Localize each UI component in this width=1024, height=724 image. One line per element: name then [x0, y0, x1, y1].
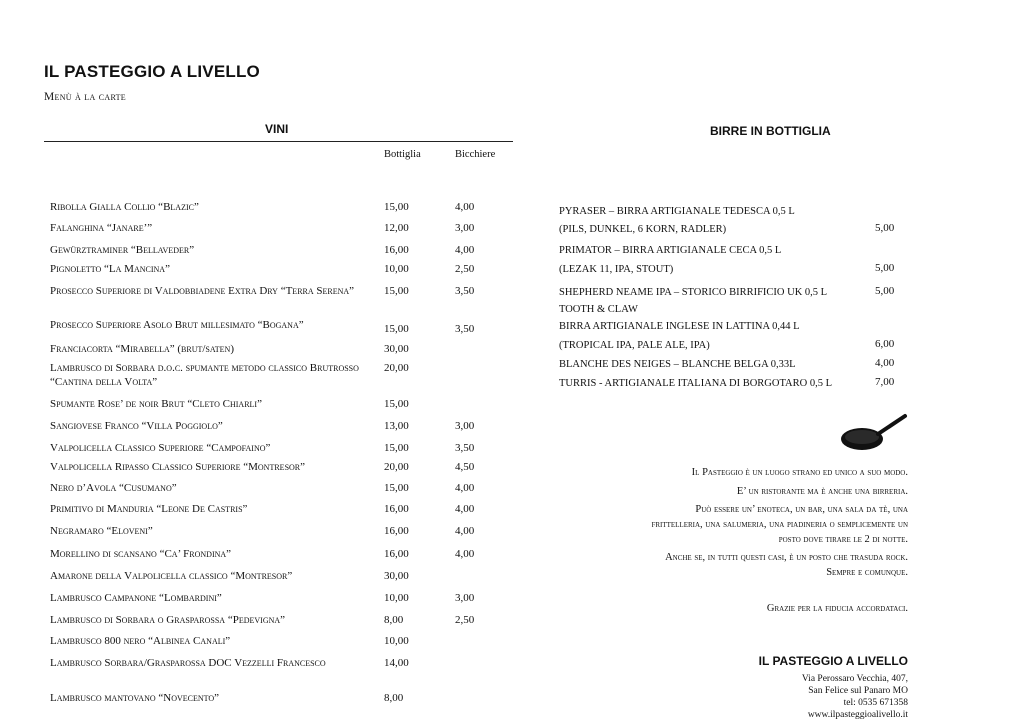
wine-bottle-price: 15,00	[384, 398, 409, 410]
footer-phone: tel: 0535 671358	[843, 698, 908, 708]
wine-glass-price: 4,00	[455, 482, 475, 494]
wine-name: Gewürztraminer “Bellaveder”	[50, 244, 195, 256]
footer-address-line1: Via Perossaro Vecchia, 407,	[801, 674, 908, 684]
wine-bottle-price: 15,00	[384, 201, 409, 213]
wine-bottle-price: 20,00	[384, 461, 409, 473]
beer-price: 5,00	[875, 262, 895, 274]
footer-website[interactable]: www.ilpasteggioalivello.it	[807, 710, 908, 720]
glass-column-header: Bicchiere	[455, 149, 496, 160]
beer-price: 6,00	[875, 338, 895, 350]
about-line: Il Pasteggio è un luogo strano ed unico a suo modo.	[691, 467, 908, 478]
beer-price: 7,00	[875, 376, 895, 388]
wine-bottle-price: 15,00	[384, 323, 409, 335]
wine-name: Valpolicella Classico Superiore “Campofaino”	[50, 442, 271, 454]
wine-name: Lambrusco di Sorbara d.o.c. spumante metodo classico Brutrosso “Cantina della Volta”	[50, 362, 359, 388]
beer-line: SHEPHERD NEAME IPA – STORICO BIRRIFICIO UK 0,5 L	[559, 287, 828, 298]
wine-bottle-price: 8,00	[384, 692, 404, 704]
wine-name: Lambrusco 800 nero “Albinea Canali”	[50, 635, 231, 647]
wine-name: Lambrusco Sorbara/Grasparossa DOC Vezzelli Francesco	[50, 657, 326, 669]
wine-bottle-price: 10,00	[384, 635, 409, 647]
wine-glass-price: 3,50	[455, 442, 475, 454]
wine-bottle-price: 10,00	[384, 263, 409, 275]
footer-name: IL PASTEGGIO A LIVELLO	[758, 654, 908, 668]
beer-line: PRIMATOR – BIRRA ARTIGIANALE CECA 0,5 L	[559, 245, 782, 256]
wine-bottle-price: 14,00	[384, 657, 409, 669]
wine-bottle-price: 16,00	[384, 548, 409, 560]
page-title: IL PASTEGGIO A LIVELLO	[44, 62, 260, 81]
wine-bottle-price: 16,00	[384, 525, 409, 537]
wine-name: Spumante Rose’ de noir Brut “Cleto Chiarli”	[50, 398, 262, 410]
wine-glass-price: 3,00	[455, 420, 475, 432]
wine-glass-price: 4,00	[455, 503, 475, 515]
wine-glass-price: 2,50	[455, 263, 475, 275]
beer-line: TOOTH & CLAW	[559, 304, 638, 315]
wine-glass-price: 3,50	[455, 285, 475, 297]
wine-name: Ribolla Gialla Collio “Blazic”	[50, 201, 199, 213]
wine-name: Sangiovese Franco “Villa Poggiolo”	[50, 420, 223, 432]
wine-glass-price: 4,00	[455, 244, 475, 256]
wine-bottle-price: 8,00	[384, 614, 404, 626]
wine-bottle-price: 15,00	[384, 482, 409, 494]
beer-price: 5,00	[875, 222, 895, 234]
wines-heading: VINI	[265, 122, 289, 136]
wine-glass-price: 4,00	[455, 548, 475, 560]
footer-address-line2: San Felice sul Panaro MO	[808, 686, 908, 696]
wine-bottle-price: 12,00	[384, 222, 409, 234]
wine-name: Lambrusco mantovano “Novecento”	[50, 692, 220, 704]
about-line: posto dove tirare le 2 di notte.	[778, 534, 908, 545]
wine-name: Prosecco Superiore di Valdobbiadene Extra Dry “Terra Serena”	[50, 285, 355, 297]
beer-price: 5,00	[875, 285, 895, 297]
wine-glass-price: 3,00	[455, 222, 475, 234]
about-line: E’ un ristorante ma è anche una birreria.	[736, 486, 908, 497]
beer-price: 4,00	[875, 357, 895, 369]
about-line: frittelleria, una salumeria, una piadineria o semplicemente un	[651, 519, 908, 530]
wine-glass-price: 4,00	[455, 201, 475, 213]
wine-bottle-price: 15,00	[384, 285, 409, 297]
beer-line: BLANCHE DES NEIGES – BLANCHE BELGA 0,33L	[559, 359, 796, 370]
wine-name: Amarone della Valpolicella classico “Montresor”	[50, 570, 293, 582]
bottle-column-header: Bottiglia	[384, 149, 421, 160]
wine-name: Lambrusco Campanone “Lombardini”	[50, 592, 222, 604]
wine-bottle-price: 30,00	[384, 343, 409, 355]
beer-line: (TROPICAL IPA, PALE ALE, IPA)	[559, 340, 710, 351]
wine-name: Primitivo di Manduria “Leone De Castris”	[50, 503, 248, 515]
beers-heading: BIRRE IN BOTTIGLIA	[710, 124, 831, 138]
about-line: Anche se, in tutti questi casi, è un posto che trasuda rock.	[665, 552, 908, 563]
wine-bottle-price: 10,00	[384, 592, 409, 604]
beer-line: BIRRA ARTIGIANALE INGLESE IN LATTINA 0,44 L	[559, 321, 800, 332]
frying-pan-icon	[838, 412, 910, 461]
about-line: Sempre e comunque.	[826, 567, 908, 578]
wine-glass-price: 4,00	[455, 525, 475, 537]
wine-name: Valpolicella Ripasso Classico Superiore “Montresor”	[50, 461, 306, 473]
wine-name: Prosecco Superiore Asolo Brut millesimato “Bogana”	[50, 319, 304, 331]
wine-name: Morellino di scansano “Ca’ Frondina”	[50, 548, 232, 560]
wine-name: Negramaro “Eloveni”	[50, 525, 153, 537]
beer-line: PYRASER – BIRRA ARTIGIANALE TEDESCA 0,5 L	[559, 206, 795, 217]
wine-bottle-price: 15,00	[384, 442, 409, 454]
wine-bottle-price: 16,00	[384, 503, 409, 515]
wine-glass-price: 2,50	[455, 614, 475, 626]
wine-bottle-price: 16,00	[384, 244, 409, 256]
wines-divider	[44, 141, 513, 142]
wine-glass-price: 3,00	[455, 592, 475, 604]
wine-glass-price: 4,50	[455, 461, 475, 473]
wine-glass-price: 3,50	[455, 323, 475, 335]
beer-line: (LEZAK 11, IPA, STOUT)	[559, 264, 674, 275]
wine-name: Pignoletto “La Mancina”	[50, 263, 170, 275]
wine-name: Franciacorta “Mirabella” (brut/saten)	[50, 343, 234, 355]
wine-bottle-price: 13,00	[384, 420, 409, 432]
wine-bottle-price: 20,00	[384, 362, 409, 374]
beer-line: (PILS, DUNKEL, 6 KORN, RADLER)	[559, 224, 727, 235]
beer-line: TURRIS - ARTIGIANALE ITALIANA DI BORGOTARO 0,5 L	[559, 378, 832, 389]
about-line: Grazie per la fiducia accordataci.	[766, 603, 908, 614]
wine-name: Lambrusco di Sorbara o Grasparossa “Pedevigna”	[50, 614, 286, 626]
wine-name: Nero d’Avola “Cusumano”	[50, 482, 177, 494]
wine-bottle-price: 30,00	[384, 570, 409, 582]
page-subtitle: Menù à la carte	[44, 91, 126, 103]
wine-name: Falanghina “Janare’”	[50, 222, 153, 234]
about-line: Può essere un’ enoteca, un bar, una sala da tè, una	[695, 504, 908, 515]
